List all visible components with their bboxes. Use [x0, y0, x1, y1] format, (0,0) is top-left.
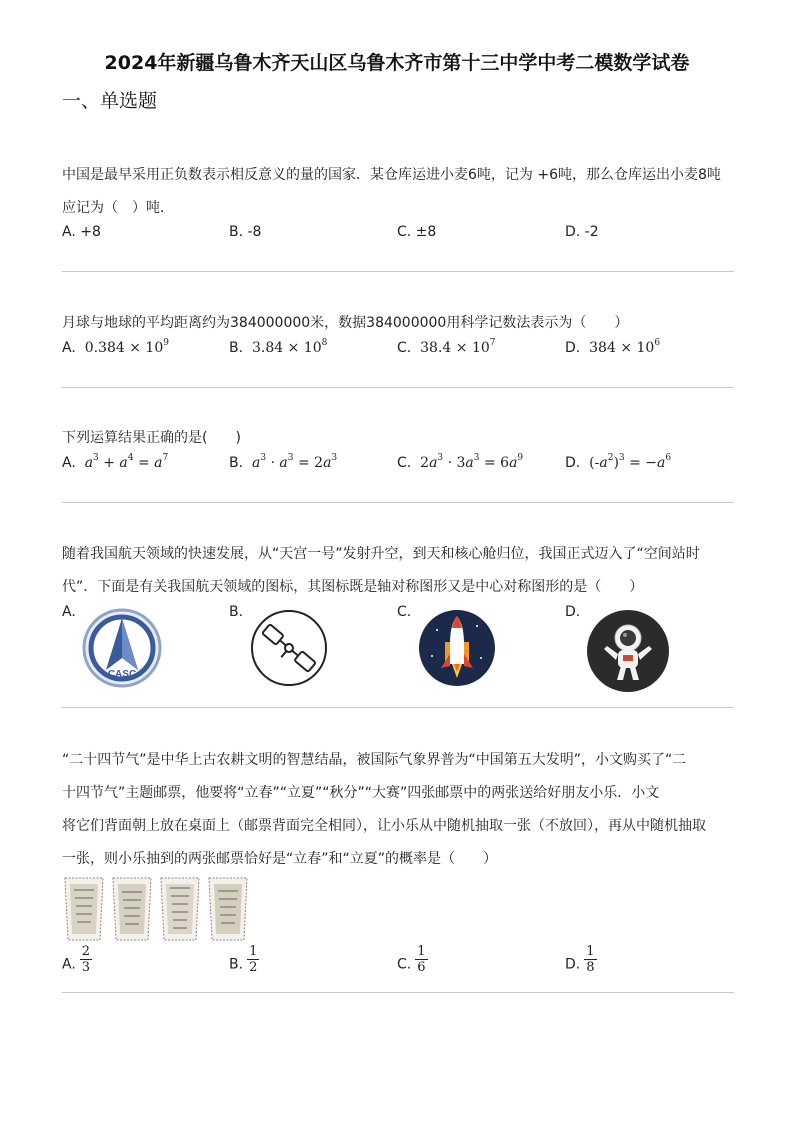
question-3-options	[62, 455, 734, 487]
option-a[interactable]: A. $0.384 \times 10^9$	[62, 338, 169, 356]
option-d[interactable]: D. $(-a^2)^3 = -a^6$	[565, 453, 672, 471]
question-5-stem-line-3: 将它们背面朝上放在桌面上（邮票背面完全相同），让小乐从中随机抽取一张（不放回），再从中随机抽取	[62, 818, 706, 834]
option-a[interactable]: A. +8	[62, 224, 101, 240]
option-b[interactable]: B. $\frac{1}{2}$	[229, 944, 258, 975]
svg-text:CASC: CASC	[107, 669, 137, 680]
question-5-stem-line-1: “二十四节气”是中华上古农耕文明的智慧结晶，被国际气象界普为“中国第五大发明”，小文购买了“二	[62, 752, 687, 768]
casc-logo-icon	[82, 608, 162, 688]
question-3-stem: 下列运算结果正确的是( )	[62, 430, 241, 446]
divider	[62, 502, 734, 503]
question-4-stem-line-1: 随着我国航天领域的快速发展，从“天宫一号”发射升空，到天和核心舱归位，我国正式迈入了“空间站时	[62, 546, 700, 562]
divider	[62, 992, 734, 993]
stamp-image	[64, 876, 104, 942]
option-c[interactable]: C. $2a^3 \cdot 3a^3 = 6a^9$	[397, 453, 524, 471]
question-4	[62, 538, 734, 699]
question-2-options	[62, 340, 734, 372]
question-2-stem: 月球与地球的平均距离约为384000000米，数据384000000用科学记数法表示为（ ）	[62, 315, 629, 331]
stamp-image	[160, 876, 200, 942]
divider	[62, 707, 734, 708]
option-b[interactable]: B. $a^3 \cdot a^3 = 2a^3$	[229, 453, 338, 471]
question-5-options	[62, 944, 734, 988]
question-5-stem-line-2: 十四节气”主题邮票，他要将“立春”“立夏”“秋分”“大赛”四张邮票中的两张送给好朋友小乐．小文	[62, 785, 660, 801]
option-d[interactable]: D. -2	[565, 224, 599, 240]
option-a[interactable]: A. $\frac{2}{3}$	[62, 944, 91, 975]
space-shuttle-icon	[417, 608, 497, 688]
option-d[interactable]: D. $\frac{1}{8}$	[565, 944, 595, 975]
question-1-stem-line-2: 应记为（ ）吨．	[62, 200, 174, 216]
question-4-options: A. CASC B. C. D.	[62, 604, 734, 699]
question-1-stem-line-1: 中国是最早采用正负数表示相反意义的量的国家．某仓库运进小麦6吨，记为 +6吨，那么仓库运出小麦8吨	[62, 167, 721, 183]
option-c[interactable]: C. $\frac{1}{6}$	[397, 944, 426, 975]
astronaut-icon	[585, 608, 671, 694]
stamp-images	[62, 876, 734, 946]
option-c[interactable]: C. $38.4 \times 10^7$	[397, 338, 496, 356]
option-d[interactable]: D. $384 \times 10^6$	[565, 338, 661, 356]
option-b[interactable]: B. -8	[229, 224, 262, 240]
question-3	[62, 422, 734, 487]
question-5	[62, 744, 734, 988]
question-1	[62, 159, 734, 256]
stamp-image	[208, 876, 248, 942]
option-b[interactable]: B. $3.84 \times 10^8$	[229, 338, 328, 356]
option-c[interactable]: C. ±8	[397, 224, 437, 240]
question-1-options	[62, 224, 734, 256]
section-heading: 一、单选题	[62, 90, 158, 112]
option-a[interactable]: A. $a^3 + a^4 = a^7$	[62, 453, 169, 471]
question-4-stem-line-2: 代”．下面是有关我国航天领域的图标，其图标既是轴对称图形又是中心对称图形的是（ ）	[62, 579, 644, 595]
stamp-image	[112, 876, 152, 942]
page-title: 2024年新疆乌鲁木齐天山区乌鲁木齐市第十三中学中考二模数学试卷	[104, 52, 690, 74]
divider	[62, 271, 734, 272]
satellite-icon	[249, 608, 329, 688]
divider	[62, 387, 734, 388]
question-5-stem-line-4: 一张，则小乐抽到的两张邮票恰好是“立春”和“立夏”的概率是（ ）	[62, 851, 498, 867]
question-2	[62, 307, 734, 372]
